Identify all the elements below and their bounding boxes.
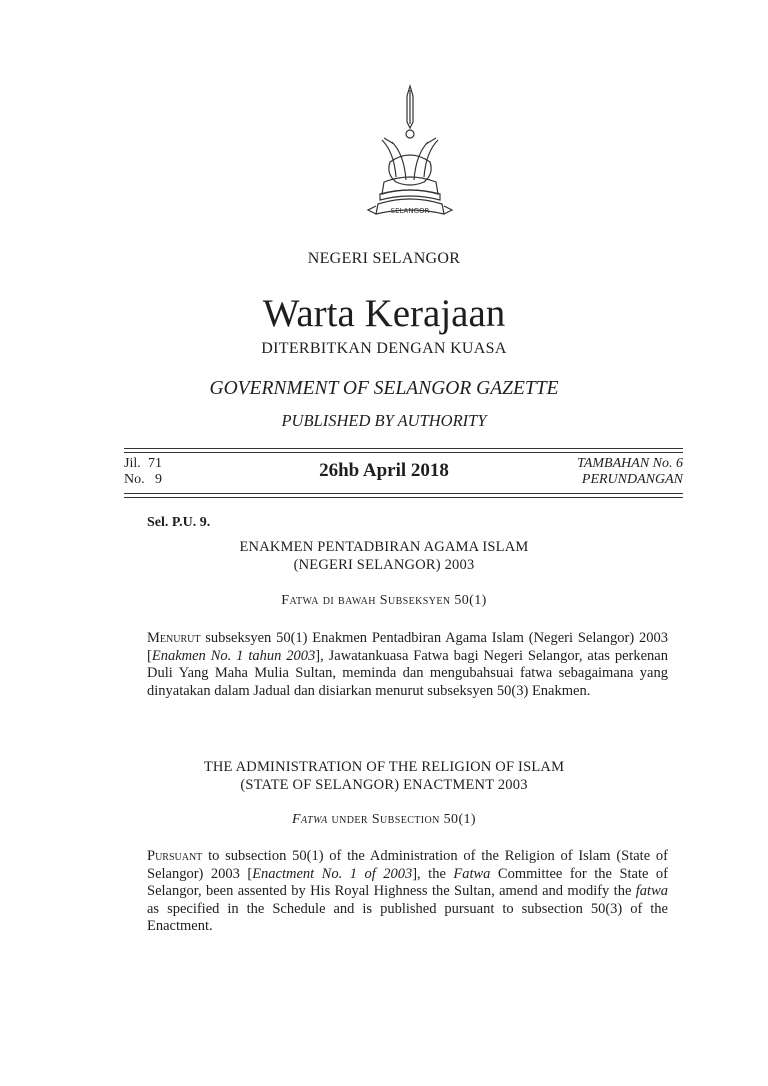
selangor-crest [354,82,466,222]
english-para-citation: Enactment No. 1 of 2003 [252,865,413,882]
english-heading-line1: THE ADMINISTRATION OF THE RELIGION OF ISLAM [203,759,565,775]
english-para-text-b: ], the [412,865,454,882]
gazette-title-en: GOVERNMENT OF SELANGOR GAZETTE [209,378,559,399]
english-subheading-fatwa: Fatwa [292,812,328,827]
state-name: NEGERI SELANGOR [307,250,461,267]
bottom-rule-1 [124,493,683,494]
english-para-text-a: to subsection 50(1) of the Administration of the Religion of Islam (State of Selangor) 2003 [ [147,848,668,882]
malay-heading-line2: (NEGERI SELANGOR) 2003 [293,557,475,573]
malay-para-text-a: subseksyen 50(1) Enakmen Pentadbiran Agama Islam (Negeri Selangor) 2003 [ [147,630,668,664]
english-para-fatwa-1: Fatwa [453,865,491,882]
malay-para-lead: Menurut [147,630,201,646]
english-subheading [0,812,768,828]
english-subheading-rest: under Subsection 50(1) [327,812,476,827]
number-value: 9 [155,472,162,487]
top-rule-2 [124,452,683,453]
crest-emblem-icon [354,82,466,222]
supplement-category: PERUNDANGAN [581,472,683,487]
svg-text:SELANGOR: SELANGOR [390,207,430,215]
english-paragraph [147,848,668,936]
malay-heading [0,538,768,574]
volume-label: Jil. [124,456,141,471]
malay-para-text-b: ], Jawatankuasa Fatwa bagi Negeri Selangor, atas perkenan Duli Yang Maha Mulia Sultan, meminda dan mengubahsuai fatwa sebagaimana yang dinyatakan dalam Jadual dan disiarkan menurut subseksyen 50(3) Enakmen. [147,647,668,699]
number-label: No. [124,472,145,487]
english-heading-line2: (STATE OF SELANGOR) ENACTMENT 2003 [240,777,528,793]
bottom-rule-2 [124,497,683,498]
volume-value: 71 [148,456,162,471]
malay-heading-line1: ENAKMEN PENTADBIRAN AGAMA ISLAM [239,539,529,555]
english-heading [0,758,768,794]
english-para-text-d: as specified in the Schedule and is published pursuant to subsection 50(3) of the Enactment. [147,900,668,935]
top-rule-1 [124,448,683,449]
malay-paragraph [147,630,668,700]
supplement-info [577,456,683,488]
malay-subheading: Fatwa di bawah Subseksyen 50(1) [281,593,487,608]
english-para-text-c: Committee for the State of Selangor, been assented by His Royal Highness the Sultan, amend and modify the [147,865,669,900]
gazette-title: Warta Kerajaan [262,292,506,335]
issue-date: 26hb April 2018 [319,460,449,481]
supplement-number: TAMBAHAN No. 6 [577,456,683,471]
pu-reference: Sel. P.U. 9. [147,515,211,530]
malay-para-citation: Enakmen No. 1 tahun 2003 [151,647,316,664]
gazette-subtitle-ms: DITERBITKAN DENGAN KUASA [261,340,507,357]
english-para-lead: Pursuant [147,848,203,864]
gazette-subtitle-en: PUBLISHED BY AUTHORITY [281,411,487,430]
english-para-fatwa-2: fatwa [635,883,668,900]
